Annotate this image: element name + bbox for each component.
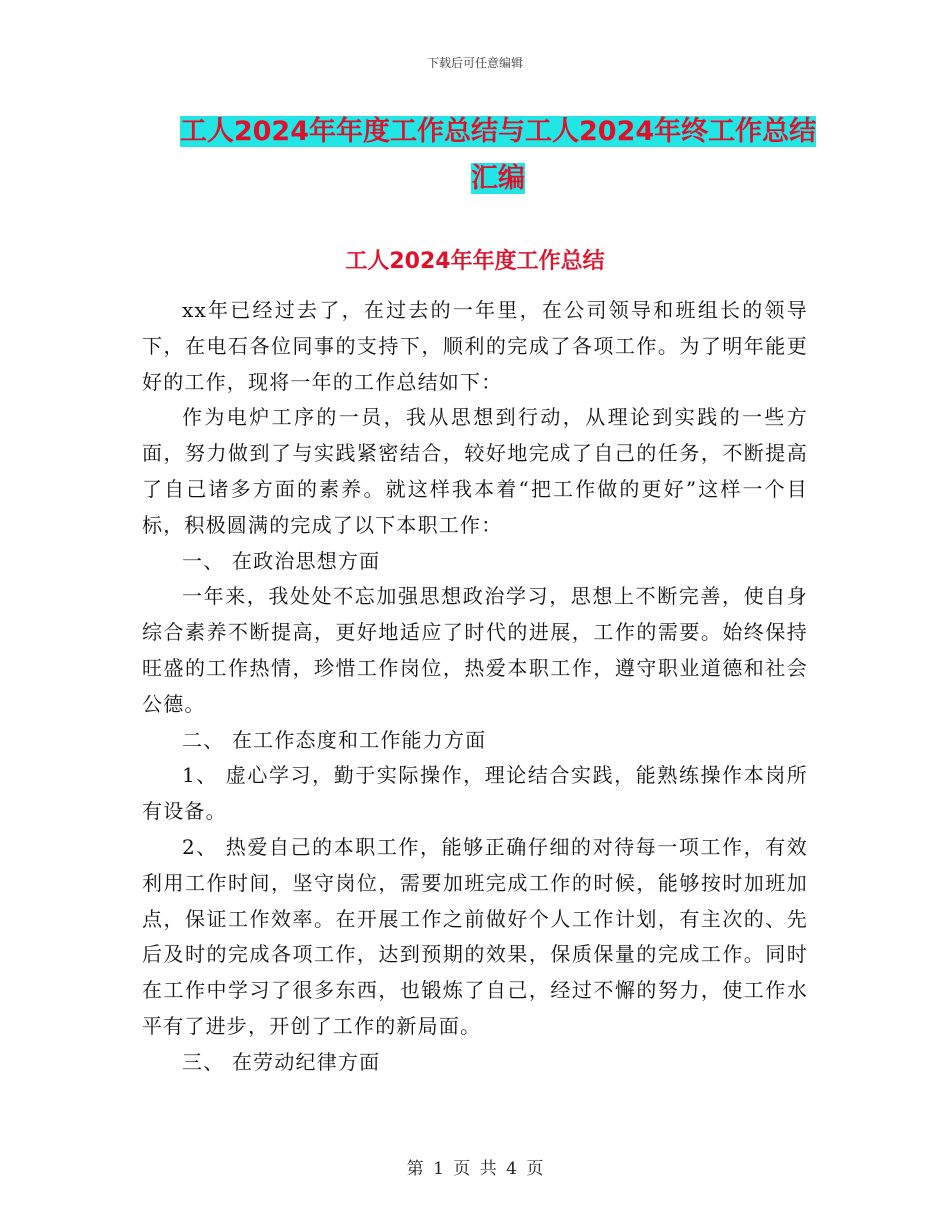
main-title (140, 108, 856, 202)
section-heading-discipline: 三、 在劳动纪律方面 (182, 1049, 381, 1074)
paragraph: 一年来，我处处不忘加强思想政治学习，思想上不断完善，使自身综合素养不断提高，更好地适应了时代的进展，工作的需要。始终保持旺盛的工作热情，珍惜工作岗位，热爱本职工作，遵守职业道德和社会公德。 (142, 584, 808, 716)
paragraph: 作为电炉工序的一员，我从思想到行动，从理论到实践的一些方面，努力做到了与实践紧密结合，较好地完成了自己的任务，不断提高了自己诸多方面的素养。就这样我本着“把工作做的更好”这样一个目标，积极圆满的完成了以下本职工作： (142, 405, 808, 537)
main-title-line1: 工人2024年年度工作总结与工人2024年终工作总结 (179, 116, 817, 147)
main-title-line2: 汇编 (471, 163, 525, 194)
body-text (142, 293, 808, 1081)
section-heading-politics: 一、 在政治思想方面 (182, 548, 381, 573)
paragraph: 2、 热爱自己的本职工作，能够正确仔细的对待每一项工作，有效利用工作时间，坚守岗位，需要加班完成工作的时候，能够按时加班加点，保证工作效率。在开展工作之前做好个人工作计划，有主次的、先后及时的完成各项工作，达到预期的效果，保质保量的完成工作。同时在工作中学习了很多东西，也锻炼了自己，经过不懈的努力，使工作水平有了进步，开创了工作的新局面。 (142, 834, 808, 1038)
paragraph: 1、 虚心学习，勤于实际操作，理论结合实践，能熟练操作本岗所有设备。 (142, 763, 808, 824)
header-note: 下载后可任意编辑 (426, 56, 523, 70)
section-title: 工人2024年年度工作总结 (345, 249, 605, 274)
page-footer: 第 1 页 共 4 页 (406, 1159, 544, 1179)
paragraph: xx年已经过去了，在过去的一年里，在公司领导和班组长的领导下，在电石各位同事的支持下，顺利的完成了各项工作。为了明年能更好的工作，现将一年的工作总结如下： (142, 298, 808, 394)
section-heading-attitude: 二、 在工作态度和工作能力方面 (182, 727, 487, 752)
